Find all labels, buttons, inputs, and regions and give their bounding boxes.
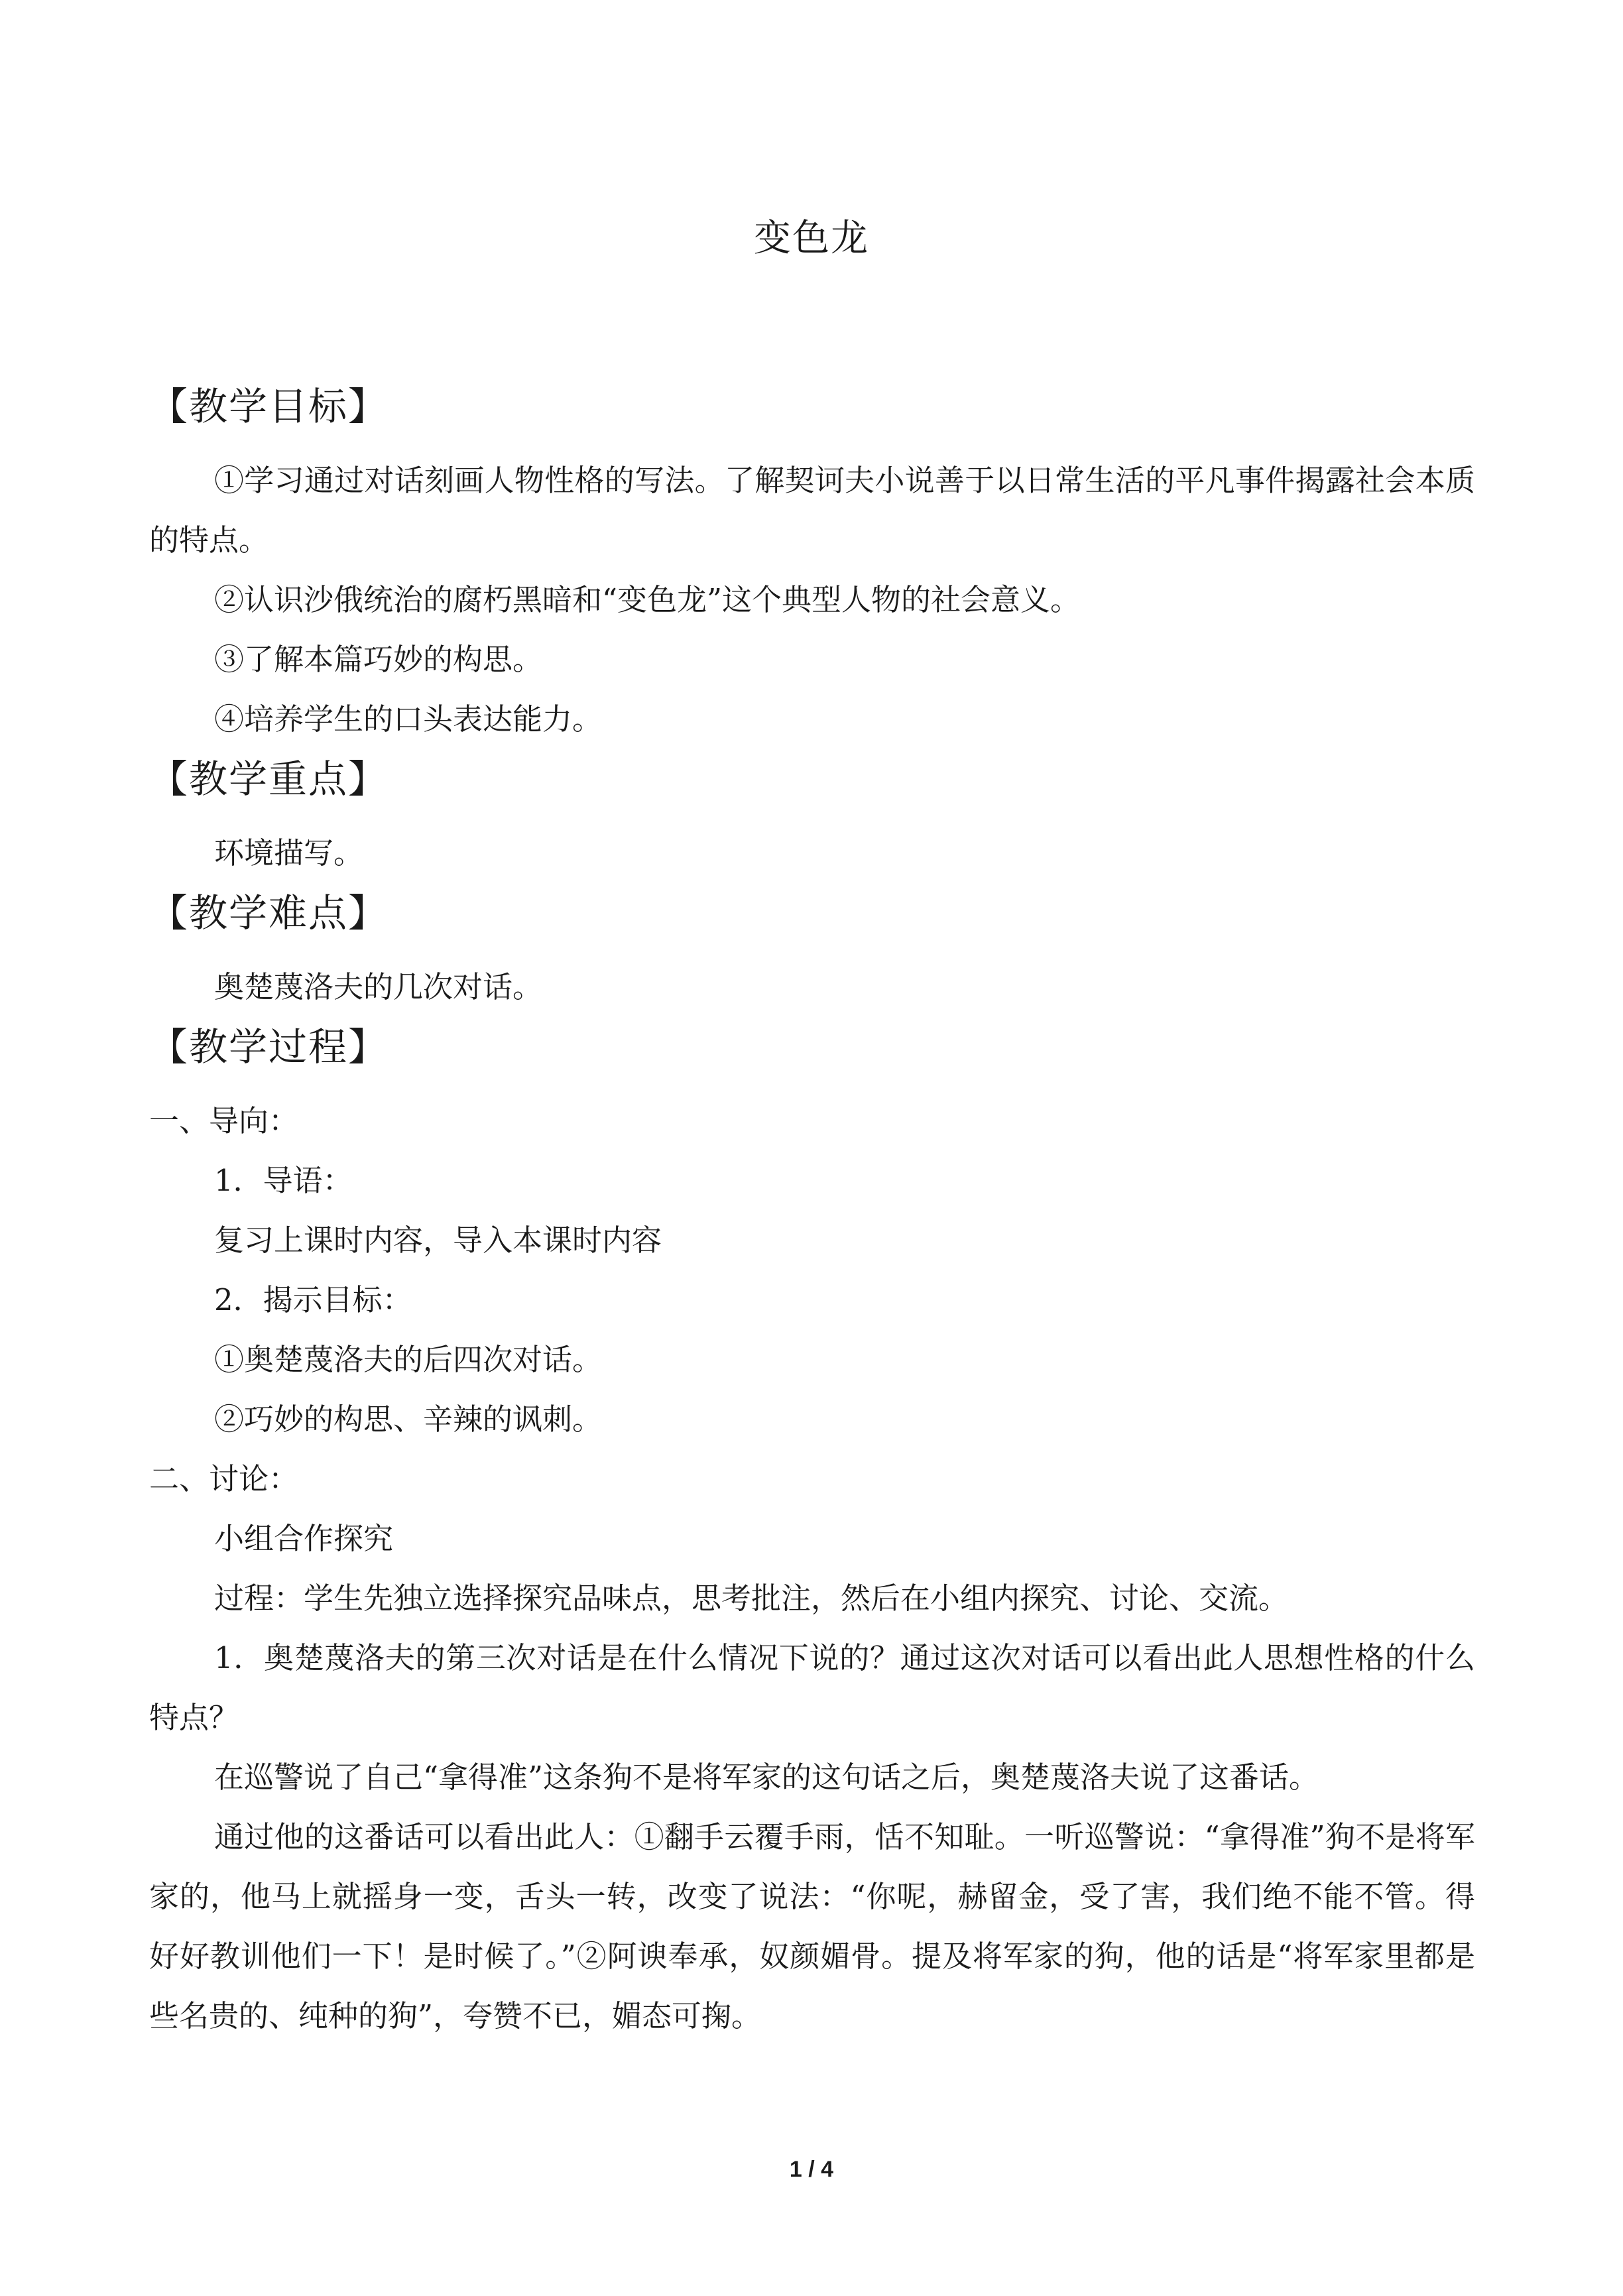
page-number: 1 / 4: [789, 2157, 834, 2182]
page-title: 变色龙: [754, 217, 869, 260]
process-part1-line-3: 2．揭示目标：: [214, 1282, 412, 1317]
process-part2-line-1: 小组合作探究: [214, 1521, 394, 1556]
key-points-text: 环境描写。: [214, 835, 364, 871]
process-part1-line-2: 复习上课时内容，导入本课时内容: [214, 1223, 662, 1258]
objective-item-4: ④培养学生的口头表达能力。: [214, 701, 603, 737]
heading-objectives: 【教学目标】: [149, 384, 389, 429]
process-part1-line-5: ②巧妙的构思、辛辣的讽刺。: [214, 1402, 603, 1437]
process-part2-answer-1: 在巡警说了自己“拿得准”这条狗不是将军家的这句话之后，奥楚蔑洛夫说了这番话。: [214, 1760, 1319, 1795]
process-part2-analysis-1: 通过他的这番话可以看出此人：①翻手云覆手雨，恬不知耻。一听巡警说：“拿得准”狗不是将军家的，他马上就摇身一变，舌头一转，改变了说法：“你呢，赫留金，受了害，我们绝不能不管。得好好教训他们一下！是时候了。”②阿谀奉承，奴颜媚骨。提及将军家的狗，他的话是“将军家里都是些名贵的、纯种的狗”，夸赞不已，媚态可掬。: [149, 1819, 1475, 2033]
heading-difficulties: 【教学难点】: [149, 890, 389, 936]
objective-item-3: ③了解本篇巧妙的构思。: [214, 642, 543, 677]
process-part1-title: 一、导向：: [149, 1103, 299, 1138]
process-part1-line-1: 1．导语：: [214, 1163, 353, 1198]
process-part2-question-1: 1．奥楚蔑洛夫的第三次对话是在什么情况下说的？通过这次对话可以看出此人思想性格的什么特点？: [149, 1640, 1475, 1735]
process-part2-line-2: 过程：学生先独立选择探究品味点，思考批注，然后在小组内探究、讨论、交流。: [214, 1581, 1289, 1616]
heading-key-points: 【教学重点】: [149, 756, 389, 802]
objective-item-1: ①学习通过对话刻画人物性格的写法。了解契诃夫小说善于以日常生活的平凡事件揭露社会本质的特点。: [149, 463, 1475, 558]
difficulties-text: 奥楚蔑洛夫的几次对话。: [214, 969, 543, 1004]
process-part2-title: 二、讨论：: [149, 1461, 299, 1496]
process-part1-line-4: ①奥楚蔑洛夫的后四次对话。: [214, 1342, 603, 1377]
document-body: [149, 377, 1475, 2046]
heading-process: 【教学过程】: [149, 1024, 389, 1069]
objective-item-2: ②认识沙俄统治的腐朽黑暗和“变色龙”这个典型人物的社会意义。: [214, 582, 1081, 617]
